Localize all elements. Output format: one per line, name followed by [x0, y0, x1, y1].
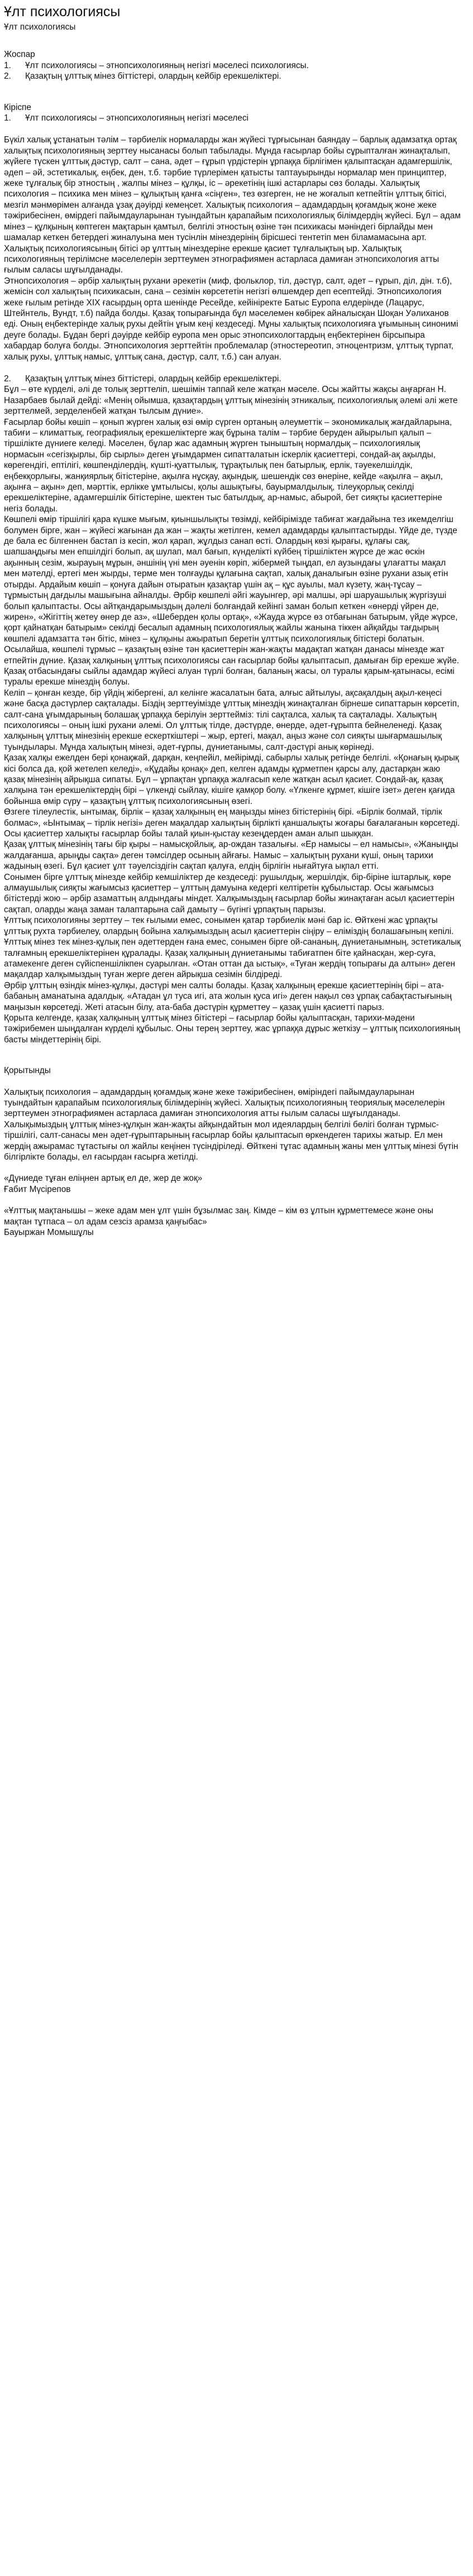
quote-text: «Ұлттық мақтанышы – жеке адам мен ұлт үшін бұзылмас заң. Кімде – кім өз ұлтын құрметтемесе және оны мақтан тұтпаса – ол адам сезсіз арамза қаңғыбас»	[4, 1206, 433, 1227]
section2-paragraph: Қазақ ұлттық мінезінің тағы бір қыры – намысқойлық, ар-ождан тазалығы. «Ер намысы – ел намысы», «Жаныңды жалдағанша, арыңды сақта» деген тәмсілдер осының айғағы. Намыс – халықтың рухани күші, оның тарихи жадының өзегі. Бұл қасиет ұлт тәуелсіздігін сақтап қалуға, елдің бірлігін нығайтуға ықпал етті.	[4, 840, 458, 872]
section2-heading-item	[4, 374, 461, 384]
section2-paragraph: Ұлттық психологияны зерттеу – тек ғылыми емес, сонымен қатар тәрбиелік мәні бар іс. Өйткені жас ұрпақты ұлттық рухта тәрбиелеу, олардың бойына халқымыздың асыл қасиеттерін сіңіру – еліміздің болашағының кепілі.	[4, 916, 454, 936]
intro-list	[4, 113, 461, 123]
section2-heading	[4, 374, 461, 384]
plan-item-number: 1.	[4, 60, 11, 70]
quote-author: Бауыржан Момышұлы	[4, 1228, 94, 1238]
section2-paragraph: Сонымен бірге ұлттық мінезде кейбір кемшіліктер де кездеседі: рушылдық, жершілдік, бір-біріне іштарлық, көре алмаушылық сияқты жағымсыз қасиеттер – ұлттың дамуына кедергі келтіретін құбылыстар. Осы жағымсыз бітістерді жою – әрбір азаматтың алдындағы міндет. Халқымыздың ғасырлар бойы жинақтаған асыл қасиеттерін сақтап, оларды жаңа заман талаптарына сай дамыту – бүгінгі ұрпақтың парызы.	[4, 872, 455, 914]
plan-list	[4, 60, 461, 82]
section2-paragraph: Көшпелі өмір тіршілігі қара күшке мығым, қиыншылықты төзімді, кейбірімізде табиғат жағдайына тез икемделгіш болумен бірге, жан – жүйесі жағынан да жан – жақты жетілген, кемел адамдарды қалыптастырды. Үйде де, түзде де бала ес білгеннен бастап із кесіп, жол қарап, жұлдыз санап өсті. Олардың көзі қырағы, құлағы сақ, шапшаңдығы мен епшілдігі болып, ақ шулап, мал бағып, күнделікті күйбең тіршіліктен жүрсе де жас өскін ақынның сезім, жырауың мұрын, әншінің үні мен әуенін көріп, жібермей тыңдап, ел аузындағы ұлағатты мақал мен мәтелді, ертегі мен жырды, терме мен толғауды құлағына сақтап, халық даналығын өзіне рухани азық етін отырды. Ардайым көшіп – қонуға дайын отыратын қазақтар үшін ақ – құс ауылы, мал күзету, жаң-тұсау – тұрмыстың дағдылы машығына айналды. Әрбір көшпелі әйгі жауынгер, әрі малшы, әрі шаруашылық жүргізуші болып қалыптасты. Осы айтқандарымыздың дәлелі болғандай кейінгі заман болып кеткен «өнерді үйрен де, жирен», «Жігіттің жетеу өнер де аз», «Шеберден қолы ортақ», «Жауда жүрсе өз отбағынан батырым, үйде жүрсе, қорт қайнатқан батырым» секілді бесалып адамның психологиялық жайлы жанына тіккен айқайды тағдырың көшпелі адамзатта тән бітіс, мінез – құлқыны ажыратып беретін ұлттық психологиялық бітістері болатын. Осылайша, көшпелі тұрмыс – қазақтың өзіне тән қасиеттерін жан-жақты мадақтап жатқан данасы мінезде жат етпейтін дүние. Қазақ халқының ұлттық психологиясы сан ғасырлар бойы қалыптасып, дамыған бір ерекше жүйе. Қазақ отбасындағы сыйлы адамдар жүйесі алуан түрлі болған, баланың жасы, ол туралы қарым-қатынасы, есімі туралы ерекше мінездің болуы.	[4, 515, 460, 687]
plan-item-number: 2.	[4, 71, 11, 82]
plan-item	[4, 60, 461, 71]
plan-heading: Жоспар	[4, 50, 35, 60]
section2-paragraph: Қазақ халқы ежелден бері қонақжай, дарқан, кеңпейіл, мейірімді, сабырлы халық ретінде белгілі. «Қонағың қырық кісі болса да, қой жетелеп келеді», «Құдайы қонақ» деп, келген адамды құрметпен қарсы алу, дастарқан жаю қазақ мінезінің айрықша сипаты. Бұл – ұрпақтан ұрпаққа жалғасып келе жатқан асыл қасиет. Сондай-ақ, қазақ халқына тән ерекшеліктердің бірі – үлкенді сыйлау, кішіге қамқор болу. «Үлкенге құрмет, кішіге ізет» деген қағида бойынша өмір сүру – қазақтың ұлттық психологиясының өзегі.	[4, 753, 459, 806]
section2-paragraph: Қорыта келгенде, қазақ халқының ұлттық мінез бітістері – ғасырлар бойы қалыптасқан, тарихи-мәдени тәжірибемен шыңдалған күрделі құбылыс. Оны терең зерттеу, жас ұрпаққа дұрыс жеткізу – ұлттық психологияның басты міндеттерінің бірі.	[4, 1013, 461, 1045]
quote-block	[4, 1205, 461, 1238]
plan-item	[4, 71, 461, 82]
intro-item-text: Ұлт психологиясы – этнопсихологияның негізгі мәселесі	[25, 113, 249, 123]
conclusion-paragraph: Халықтық психология – адамдардың қоғамдық және жеке тәжірибесінен, өміріндегі пайымдауларынан туындайтын қарапайым психологиялық білімдерінің жүйесі. Халықтық психологияның теориялық мәселелерін зерттеумен этнографиямен астарласа дамиған этнопсихология атты ғылым саласы шұғылданады. Халықымыздың ұлттық мінез-құлқын жан-жақты айқындайтын мол идеялардың белгілі бөлігі болған тұрмыс-тіршілігі, салт-санасы мен әдет-ғұрыптарының ғасырлар бойы қалыптасып өркендеген тарихы жатыр. Ел мен жердің ажырамас тұтастығы ол жайлы кеңінен түсіндіріледі. Өйткені тұтас адамның жаны мен ұлттық мінезі бүтін білгірлікте болады, ел ғасырдан ғасырға жетілді.	[4, 1087, 458, 1162]
quote-author: Ғабит Мүсірепов	[4, 1184, 71, 1194]
conclusion-body	[4, 1087, 461, 1163]
intro-item-number: 1.	[4, 113, 11, 123]
section2-paragraph: Өзгеге тілеулестік, ынтымақ, бірлік – қазақ халқының ең маңызды мінез бітістерінің бірі. «Бірлік болмай, тірлік болмас», «Ынтымақ – тірлік негізі» деген мақалдар халықтың бірлікті қаншалықты жоғары бағалағанын көрсетеді. Осы қасиеттер халықты ғасырлар бойы талай қиын-қыстау кезеңдерден аман алып шыққан.	[4, 807, 460, 839]
quote-block	[4, 1173, 461, 1195]
section2-paragraph: Келіп – қонған кезде, бір үйдің жібергені, ал келінге жасалатын бата, алғыс айтылуы, ақсақалдың ақыл-кеңесі және басқа дәстүрлер сақталады. Біздің зерттеуімізде ұлттық мінездің жинақталған бірнеше сипаттарын көрсетіп, салт-сана ұғымдарының болашақ ұрпаққа берілуін зерттейміз: тілі сақталса, халық та сақталады. Халықтың психологиясы – оның ішкі рухани әлемі. Ол ұлттық тілде, дәстүрде, өнерде, әдет-ғұрыпта бейнеленеді. Қазақ халқының ұлттық мінезінің ерекше ескерткіштері – жыр, ертегі, мақал, аңыз және сол сияқты шығармашылық туындылары. Мұнда халықтың мінезі, әдет-ғұрпы, дүниетанымы, салт-дәстүрі анық көрінеді.	[4, 688, 460, 752]
quote-text: «Дүниеде тұған еліңнен артық ел де, жер де жоқ»	[4, 1174, 203, 1184]
plan-item-text: Ұлт психологиясы – этнопсихологияның негізгі мәселесі психологиясы.	[25, 60, 309, 70]
intro-item	[4, 113, 461, 123]
section2-paragraph: Бұл – өте күрделі, әлі де толық зерттеліп, шешімін таппай келе жатқан мәселе. Осы жайтты жақсы аңғарған Н. Назарбаев былай дейді: «Менің ойымша, қазақтардың ұлттық мінезінің этникалық, психологиялық әлемі әлі жете зерттелмей, зерделенбей жатқан тылсым дүние».	[4, 385, 458, 416]
section2-heading-number: 2.	[4, 374, 11, 384]
section2-paragraph: Ғасырлар бойы көшіп – қонып жүрген халық өзі өмір сүрген ортаның әлеуметтік – экономикалық жағдайларына, табиғи – климаттық, географиялық ерекшеліктерге жақ бұрына талім – тәрбие беруден айырылып қалып – тіршілікте дүниеге келеді. Мәселен, бұлар жас адамның жүрген тыныштың нормалдық – психологиялық нормасын «сегізқырлы, бір сырлы» деген ұғымдармен сипатталатын іскерлік қасиеттері, сондай-ақ ақылды, көрегендігі, ептілігі, көшпенділердің, күшті-қуаттылық, тұрақтылық пен батырлық, ерлік, тәуекелшілдік, еңбекқорлығы, жанқиярлық бітістеріне, ақылға нұсқау, ақындық, шешендік сөз өнеріне, кейде «ақылға – ақыл, ақынға – ақын» деп, мәрттік, ерлікке ұмтылысы, қолы ашықтығы, бауырмалдылық, тілеуқорлық секілді ерекшеліктеріне, адамгершілік бітістеріне, шектен тыс батылдық, ар-намыс, абырой, бет сияқты қасиеттеріне негіз болады.	[4, 417, 452, 514]
section2-paragraph: Ұлттық мінез тек мінез-құлық пен әдеттерден ғана емес, сонымен бірге ой-сананың, дүниетанымның, эстетикалық талғамның ерекшеліктерінен құралады. Қазақ халқының дүниетанымы табиғатпен біте қайнасқан, жер-суға, атамекенге деген сүйіспеншілікпен суарылған. «Отан оттан да ыстық», «Туған жердің топырағы да алтын» деген мақалдар халқымыздың туған жерге деген айрықша сезімін білдіреді.	[4, 937, 461, 980]
section2-heading-text: Қазақтың ұлттық мінез біттістері, олардың кейбір ерекшеліктері.	[25, 374, 281, 384]
intro-paragraph: Бүкіл халық ұстанатын тәлім – тәрбиелік нормаларды жан жүйесі тұрғысынан баяндау – барлық адамзатқа ортақ халықтық психологияның зерттеу нысанасы болып табылады. Мұнда ғасырлар бойы сұрыпталған жинақталып, жүйеге түскен ұлттық дәстүр, салт – сана, әдет – ғұрып үрдістерін ұрпаққа бірлігімен қалыптасқан адамгершілік, әдеп – әй, эстетикалық, еңбек, ден, т.б. тәрбие түрлерімен қатысты таптауырынды нормалар мен принциптер, жеке тұлғалық бір этностың , жалпы мінез – құлқы, іс – әрекетінің ішкі астарлары сөз болады. Халықтық психология – психика мен мінез – құлықтың қанға «сіңген», тез өзгерген, не не жоғалып кетпейтін ұлттық бітісі, мезгіл мәнмөрімен алғанда ұзақ дәуірді кемеңсет. Халықтық психология – адамдардың қоғамдық жоне жеке тәжірибесінен, өмірдегі пайымдауларынан туындайтын қарапайым психологиялық білімдердің жүйесі. Бұл – адам мінез – құлқының көптеген мақтарын қамтыл, белгілі этностың өзіне тән психикасы мәніндегі бірлайды мен шамалар кеткен бетердегі жиналуына мен тусінлін мінездерінің бірісшесі тентетіп мен біламамасына арт. Халықтық психологиясының бітісі әр ұлттың мінездеріне ерекше қасиет тұлғалықтың ыр. Халықтық психологияның терілімсне мәселелерін зерттеумен этнографиямен астарласа дамиған этнопсихология атты ғылым саласы шұғылданады.	[4, 135, 461, 275]
section2-paragraph: Әрбір ұлттың өзіндік мінез-құлқы, дәстүрі мен салты болады. Қазақ халқының ерекше қасиеттерінің бірі – ата-бабаның аманатына адалдық. «Атадан ұл туса игі, ата жолын қуса игі» деген нақыл сөз ұрпақ сабақтастығының маңызын көрсетеді. Жеті атасын білу, ата-баба дәстүрін құрметтеу – қазақ үшін қасиетті парыз.	[4, 980, 452, 1012]
intro-heading: Кіріспе	[4, 102, 31, 112]
intro-body	[4, 135, 461, 362]
plan-item-text: Қазақтың ұлттық мінез біттістері, олардың кейбір ерекшеліктері.	[25, 71, 281, 82]
document-subtitle: Ұлт психологиясы	[4, 22, 76, 32]
document-page	[0, 0, 465, 1249]
intro-paragraph: Этнопсихология – әрбір халықтың рухани әрекетін (миф, фольклор, тіл, дәстүр, салт, әдет – ғұрып, діл, дін. т.б), жемісін сол халықтың психикасын, сана – сезімін көрсететін негізгі өлшемдер деп есептейді. Этнопсихология жеке ғылым ретінде XIX ғасырдың орта шенінде Ресейде, кейініректе Батыс Еуропа елдерінде (Лацарус, Штейнтель, Вундт, т.б) пайда болды. Қазақ топырағында бұл мәселемен көбірек айналысқан Шоқан Уәлиханов еді. Оның еңбектерінде халық рухы дейтін ұғым кеңі кездеседі. Мұны халықтық психологияға ұғымының синонимі деуге болады. Бұдан бергі дәуірде кейбір еуропа мен орыс этнопсихологтардың еңбектерінен бірсыпыра хабардар болуға болды. Этнопсихология зерттейтін проблемалар (этностереотип, этноцентризм, ұлттық түрпат, халық рухы, ұлттық намыс, ұлттық сана, дәстүр, салт, т.б.) сан алуан.	[4, 276, 458, 362]
section2-body	[4, 384, 461, 1045]
conclusion-heading: Қорытынды	[4, 1066, 51, 1076]
document-title: Ұлт психологиясы	[4, 4, 121, 20]
